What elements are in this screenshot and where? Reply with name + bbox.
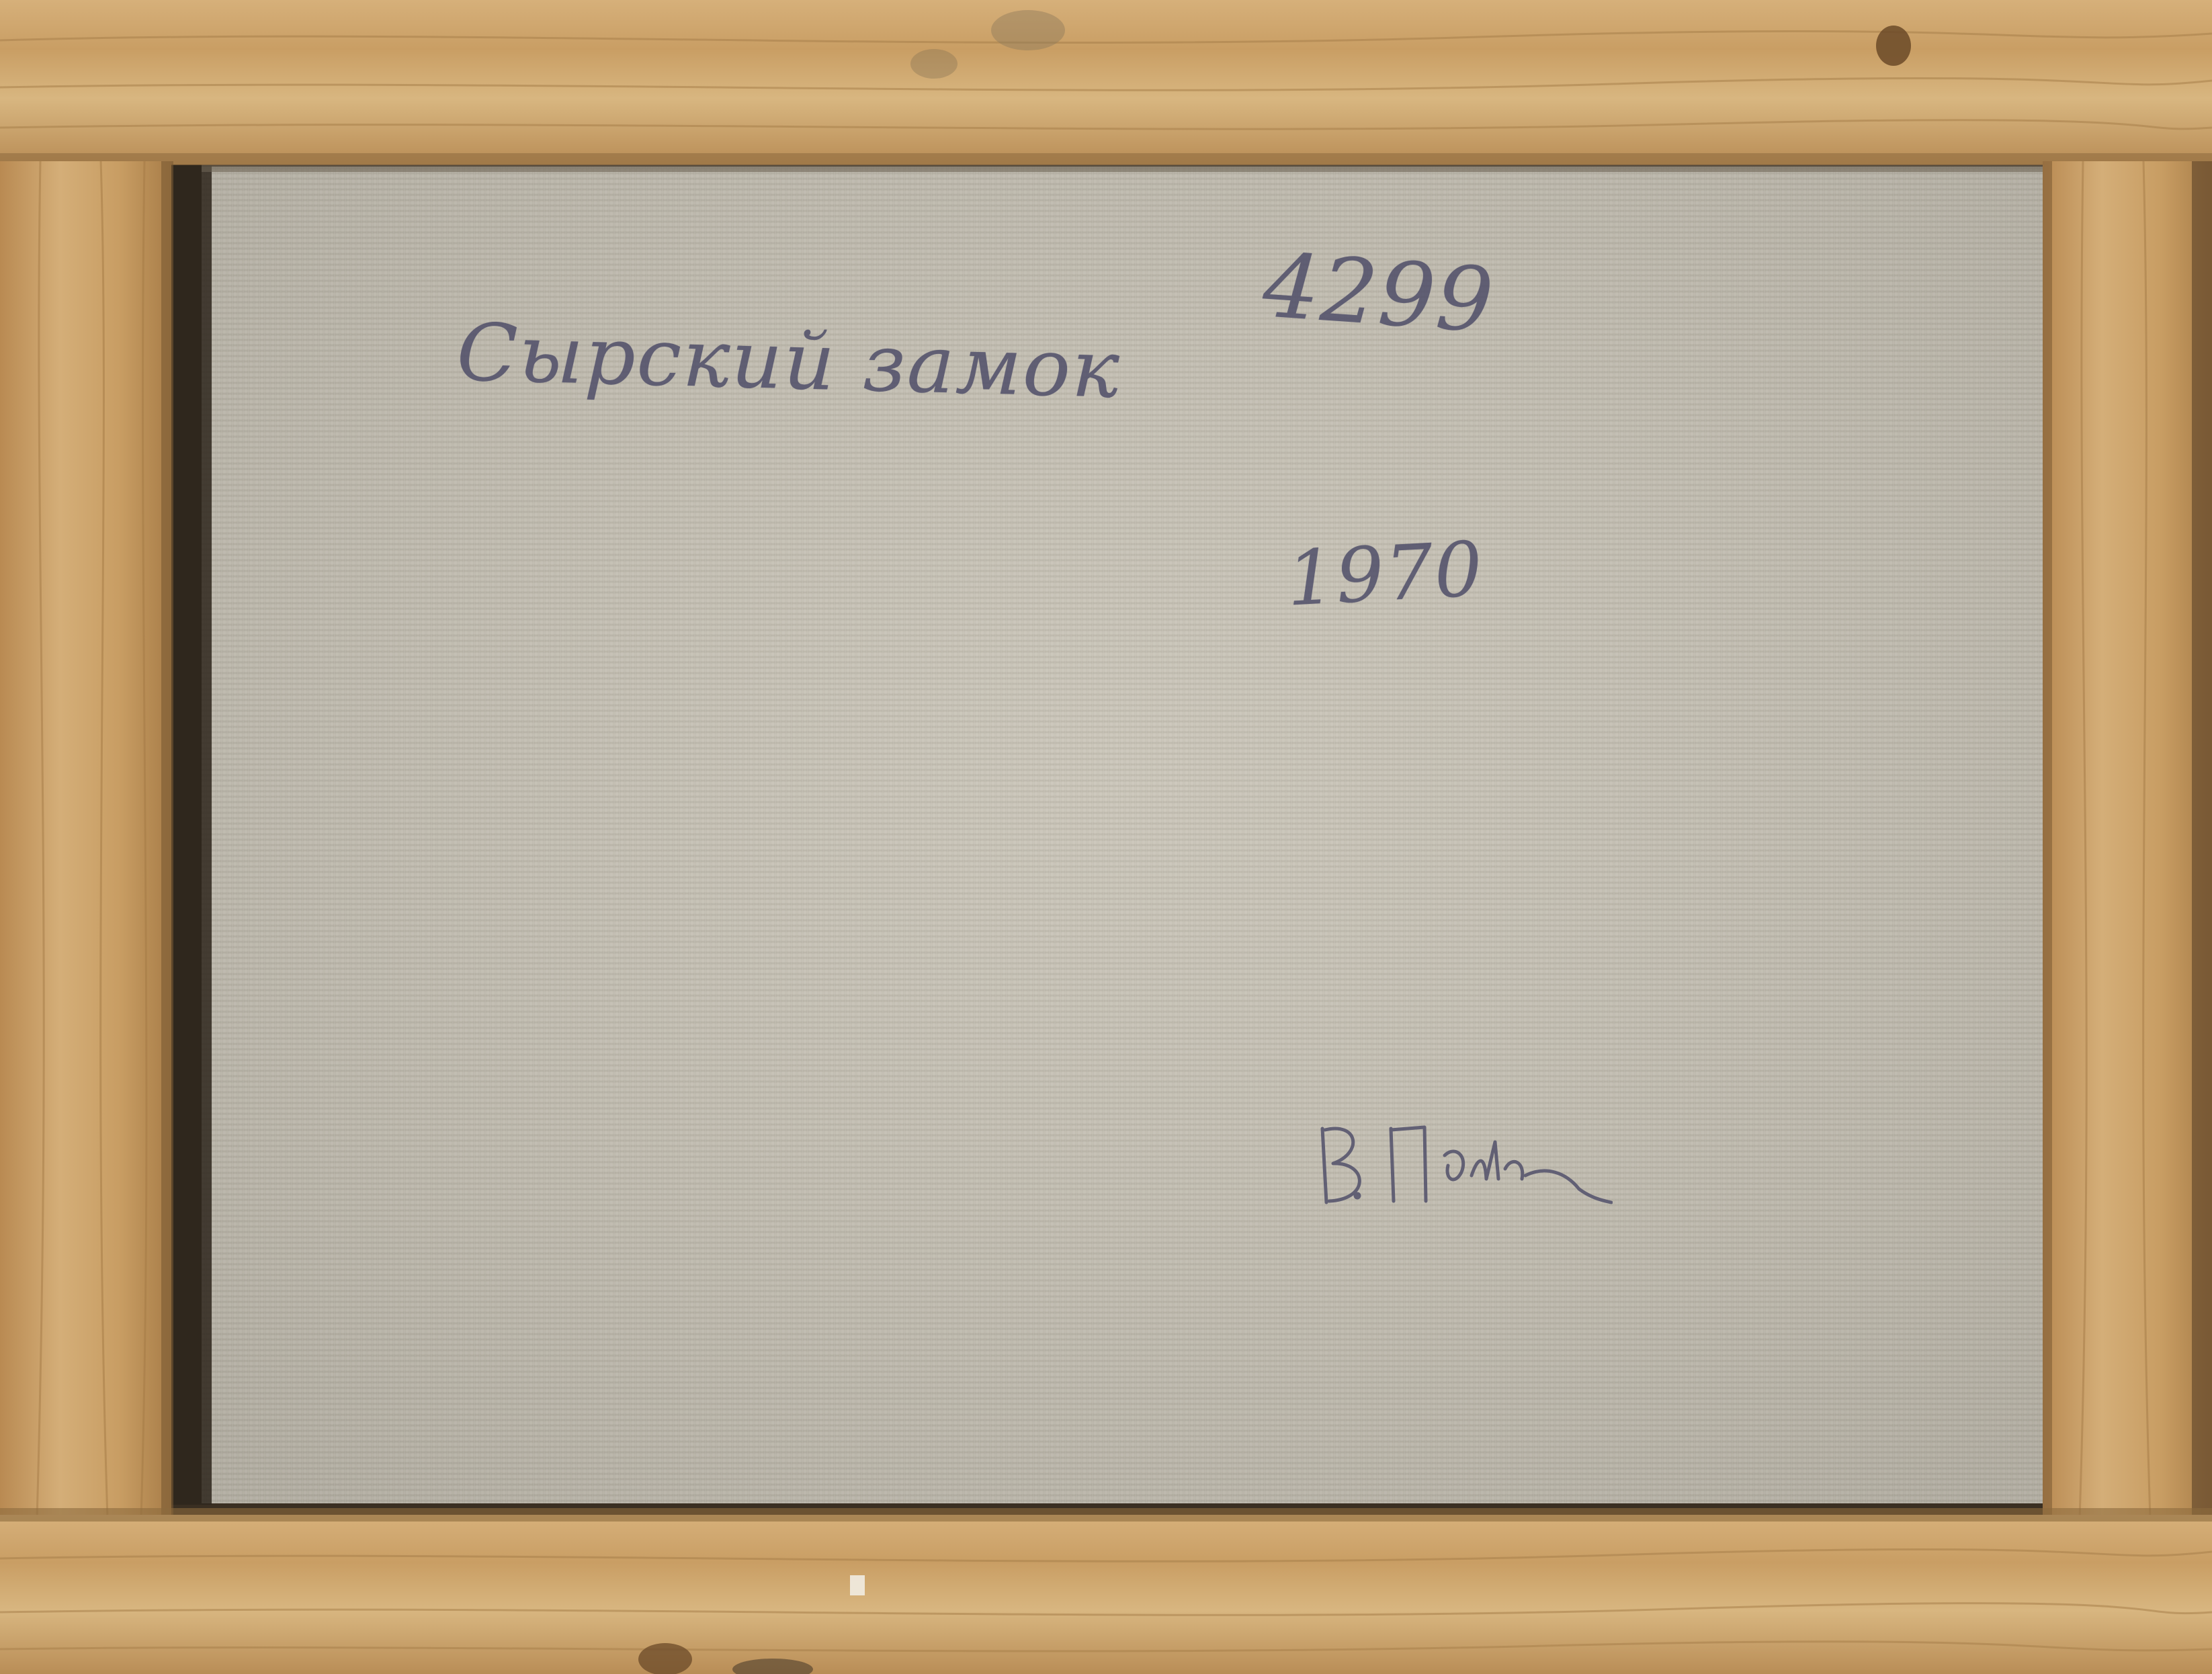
handwritten-title: Сырский замок [456, 306, 1122, 416]
year-inscription: 1970 [1284, 525, 1486, 623]
stretcher-right-bar [2043, 161, 2212, 1518]
stretcher-top-bar [0, 0, 2212, 165]
artist-signature [1310, 1115, 1613, 1223]
inventory-number: 4299 [1260, 234, 1498, 353]
